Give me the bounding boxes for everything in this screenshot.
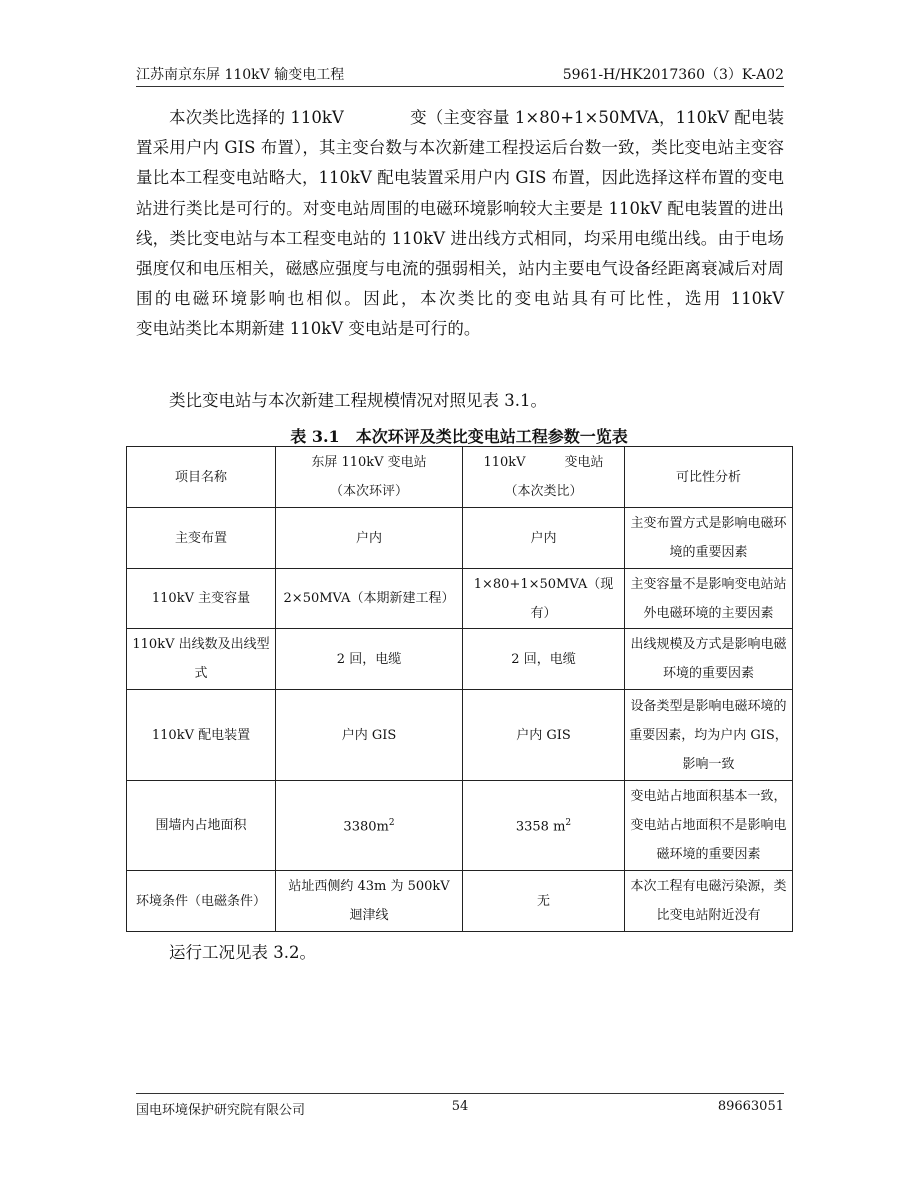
row-analysis: 主变布置方式是影响电磁环境的重要因素	[625, 508, 793, 569]
paragraph-text: 运行工况见表 3.2。	[169, 943, 316, 962]
body-paragraph-3	[136, 938, 784, 968]
area-unit-exponent: 2	[565, 818, 572, 829]
paragraph-text: 本次类比选择的 110kV 变（主变容量 1×80+1×50MVA，110kV 配电装置采用户内 GIS 布置），其主变台数与本次新建工程投运后台数一致，类比变电站主变容量比本工程变电站略大，110kV 配电装置采用户内 GIS 布置，因此选择这样布置的变电站进行类比是可行的。对变电站周围的电磁环境影响较大主要是 110kV 配电装置的进出线，类比变电站与本工程变电站的 110kV 进出线方式相同，均采用电缆出线。由于电场强度仅和电压相关，磁感应强度与电流的强弱相关，站内主要电气设备经距离衰减后对周围的电磁环境影响也相似。因此，本次类比的变电站具有可比性，选用 110kV 变电站类比本期新建 110kV 变电站是可行的。	[136, 108, 850, 339]
header-cell-item: 项目名称	[127, 447, 276, 508]
row-name: 110kV 出线数及出线型式	[127, 629, 276, 690]
row-analog-value: 无	[463, 871, 625, 932]
table-row	[127, 508, 793, 569]
row-project-value: 户内	[276, 508, 463, 569]
row-analysis: 设备类型是影响电磁环境的重要因素，均为户内 GIS，影响一致	[625, 690, 793, 781]
row-analysis: 出线规模及方式是影响电磁环境的重要因素	[625, 629, 793, 690]
table-header-row	[127, 447, 793, 508]
table-caption: 表 3.1 本次环评及类比变电站工程参数一览表	[290, 427, 628, 446]
body-paragraph-2	[136, 386, 784, 416]
paragraph-text: 类比变电站与本次新建工程规模情况对照见表 3.1。	[169, 391, 547, 410]
row-project-value	[276, 781, 463, 871]
table-row	[127, 569, 793, 629]
header-cell-project-line1: 东屏 110kV 变电站	[311, 455, 427, 470]
page-header	[136, 62, 784, 87]
row-name: 环境条件（电磁条件）	[127, 871, 276, 932]
page-number: 54	[451, 1099, 469, 1114]
footer-phone: 89663051	[717, 1099, 784, 1114]
row-analog-value	[463, 781, 625, 871]
header-document-number: 5961-H/HK2017360（3）K-A02	[562, 67, 784, 83]
table-row	[127, 871, 793, 932]
area-value: 3380m	[343, 819, 389, 835]
table-row	[127, 690, 793, 781]
row-analog-value: 1×80+1×50MVA（现有）	[463, 569, 625, 629]
header-cell-analysis: 可比性分析	[625, 447, 793, 508]
row-analysis: 主变容量不是影响变电站站外电磁环境的主要因素	[625, 569, 793, 629]
row-project-value: 站址西侧约 43m 为 500kV 迴津线	[276, 871, 463, 932]
header-cell-analog-line2: （本次类比）	[504, 484, 583, 499]
footer-organization: 国电环境保护研究院有限公司	[136, 1103, 306, 1118]
body-paragraph-1	[136, 103, 850, 345]
row-analog-value: 户内 GIS	[463, 690, 625, 781]
row-analog-value: 2 回，电缆	[463, 629, 625, 690]
row-project-value: 户内 GIS	[276, 690, 463, 781]
area-unit-exponent: 2	[388, 818, 395, 829]
header-cell-analog-line1: 110kV 变电站	[483, 455, 604, 470]
row-analog-value: 户内	[463, 508, 625, 569]
area-value: 3358 m	[515, 819, 566, 835]
header-cell-analog	[463, 447, 625, 508]
row-project-value: 2×50MVA（本期新建工程）	[276, 569, 463, 629]
comparison-table	[126, 446, 793, 932]
header-cell-project	[276, 447, 463, 508]
row-name: 110kV 配电装置	[127, 690, 276, 781]
page-footer	[136, 1093, 784, 1124]
table-row	[127, 781, 793, 871]
row-name: 围墙内占地面积	[127, 781, 276, 871]
row-analysis: 本次工程有电磁污染源，类比变电站附近没有	[625, 871, 793, 932]
table-row	[127, 629, 793, 690]
row-name: 110kV 主变容量	[127, 569, 276, 629]
header-project-title: 江苏南京东屏 110kV 输变电工程	[136, 67, 345, 83]
row-analysis: 变电站占地面积基本一致，变电站占地面积不是影响电磁环境的重要因素	[625, 781, 793, 871]
row-name: 主变布置	[127, 508, 276, 569]
row-project-value: 2 回，电缆	[276, 629, 463, 690]
header-cell-project-line2: （本次环评）	[329, 484, 408, 499]
